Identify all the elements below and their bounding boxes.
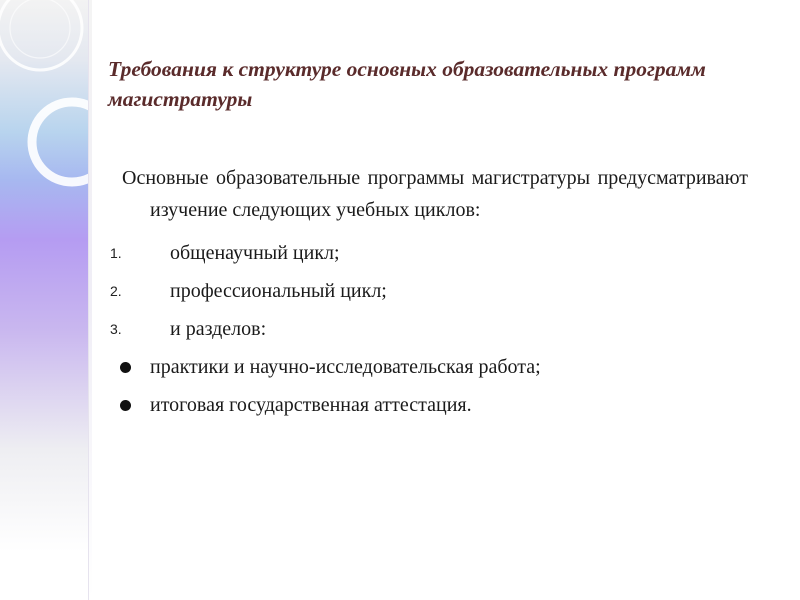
bullet-dot-icon <box>120 400 131 411</box>
list-item <box>108 234 748 272</box>
decorative-side-band <box>0 0 88 600</box>
list-item-text: общенаучный цикл; <box>170 242 340 264</box>
list-number: 1. <box>110 245 122 261</box>
decor-ring-thick <box>32 102 88 182</box>
list-number: 3. <box>110 321 122 337</box>
list-item <box>108 310 748 348</box>
intro-paragraph: Основные образовательные программы магистратуры предусматривают изучение следующих учебных циклов: <box>122 167 748 221</box>
decor-ring-thin <box>10 0 70 58</box>
slide-title: Требования к структуре основных образовательных программ магистратуры <box>108 57 706 111</box>
side-band-edge <box>88 0 92 600</box>
decorative-circles <box>0 0 88 600</box>
slide-body <box>108 162 748 424</box>
list-item <box>108 386 748 424</box>
list-item-text: и разделов: <box>170 318 267 340</box>
bullet-dot-icon <box>120 362 131 373</box>
numbered-list <box>108 234 748 348</box>
list-item <box>108 348 748 386</box>
bullet-item-text: практики и научно-исследовательская работа; <box>150 356 541 378</box>
bullet-list <box>108 348 748 424</box>
list-item <box>108 272 748 310</box>
list-item-text: профессиональный цикл; <box>170 280 387 302</box>
bullet-item-text: итоговая государственная аттестация. <box>150 394 472 416</box>
list-number: 2. <box>110 283 122 299</box>
